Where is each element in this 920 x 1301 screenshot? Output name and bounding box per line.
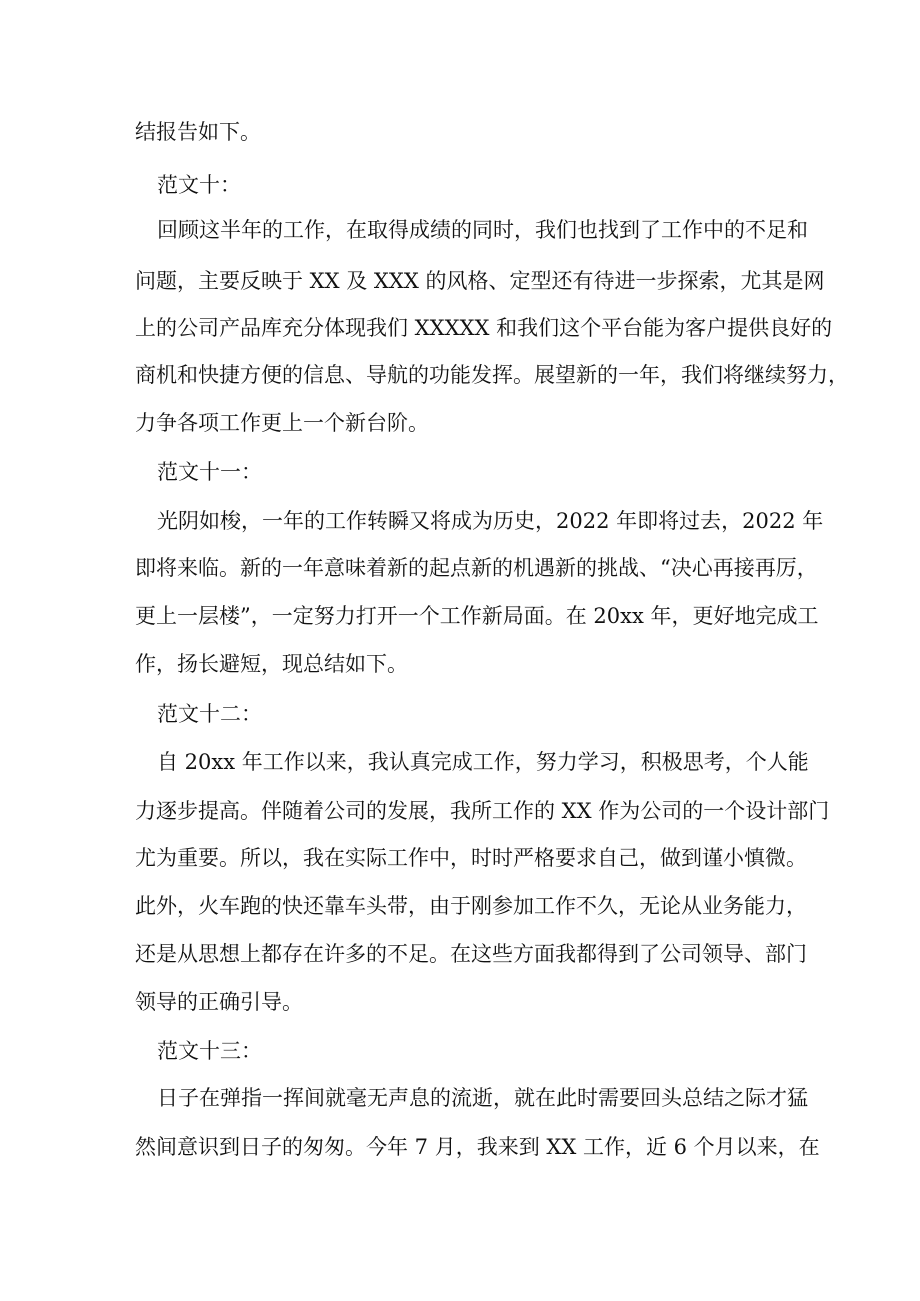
- body-text-line: 光阴如梭，一年的工作转瞬又将成为历史，2022 年即将过去，2022 年: [157, 509, 824, 533]
- body-text-line: 更上一层楼”，一定努力打开一个工作新局面。在 20xx 年，更好地完成工: [135, 604, 819, 628]
- body-text-line: 领导的正确引导。: [135, 990, 303, 1014]
- section-heading: 范文十一：: [157, 460, 262, 484]
- section-heading: 范文十三：: [157, 1039, 262, 1063]
- body-text-line: 回顾这半年的工作，在取得成绩的同时，我们也找到了工作中的不足和: [157, 218, 808, 242]
- body-text-line: 问题，主要反映于 XX 及 XXX 的风格、定型还有待进一步探索，尤其是网: [135, 269, 825, 293]
- body-text-line: 然间意识到日子的匆匆。今年 7 月，我来到 XX 工作，近 6 个月以来，在: [135, 1135, 820, 1159]
- body-text-line: 尤为重要。所以，我在实际工作中，时时严格要求自己，做到谨小慎微。: [135, 846, 807, 870]
- body-text-line: 即将来临。新的一年意味着新的起点新的机遇新的挑战、“决心再接再厉，: [135, 556, 818, 580]
- body-text-line: 力争各项工作更上一个新台阶。: [135, 411, 429, 435]
- body-text-line: 上的公司产品库充分体现我们 XXXXX 和我们这个平台能为客户提供良好的: [135, 316, 833, 340]
- section-heading: 范文十二：: [157, 702, 262, 726]
- body-text-line: 自 20xx 年工作以来，我认真完成工作，努力学习，积极思考，个人能: [157, 750, 809, 774]
- body-text-line: 结报告如下。: [135, 120, 261, 144]
- body-text-line: 还是从思想上都存在许多的不足。在这些方面我都得到了公司领导、部门: [135, 942, 807, 966]
- body-text-line: 日子在弹指一挥间就毫无声息的流逝，就在此时需要回头总结之际才猛: [157, 1086, 808, 1110]
- body-text-line: 力逐步提高。伴随着公司的发展，我所工作的 XX 作为公司的一个设计部门: [135, 799, 830, 823]
- body-text-line: 作，扬长避短，现总结如下。: [135, 652, 408, 676]
- body-text-line: 此外，火车跑的快还靠车头带，由于刚参加工作不久，无论从业务能力，: [135, 894, 807, 918]
- body-text-line: 商机和快捷方便的信息、导航的功能发挥。展望新的一年，我们将继续努力，: [135, 363, 849, 387]
- section-heading: 范文十：: [157, 173, 241, 197]
